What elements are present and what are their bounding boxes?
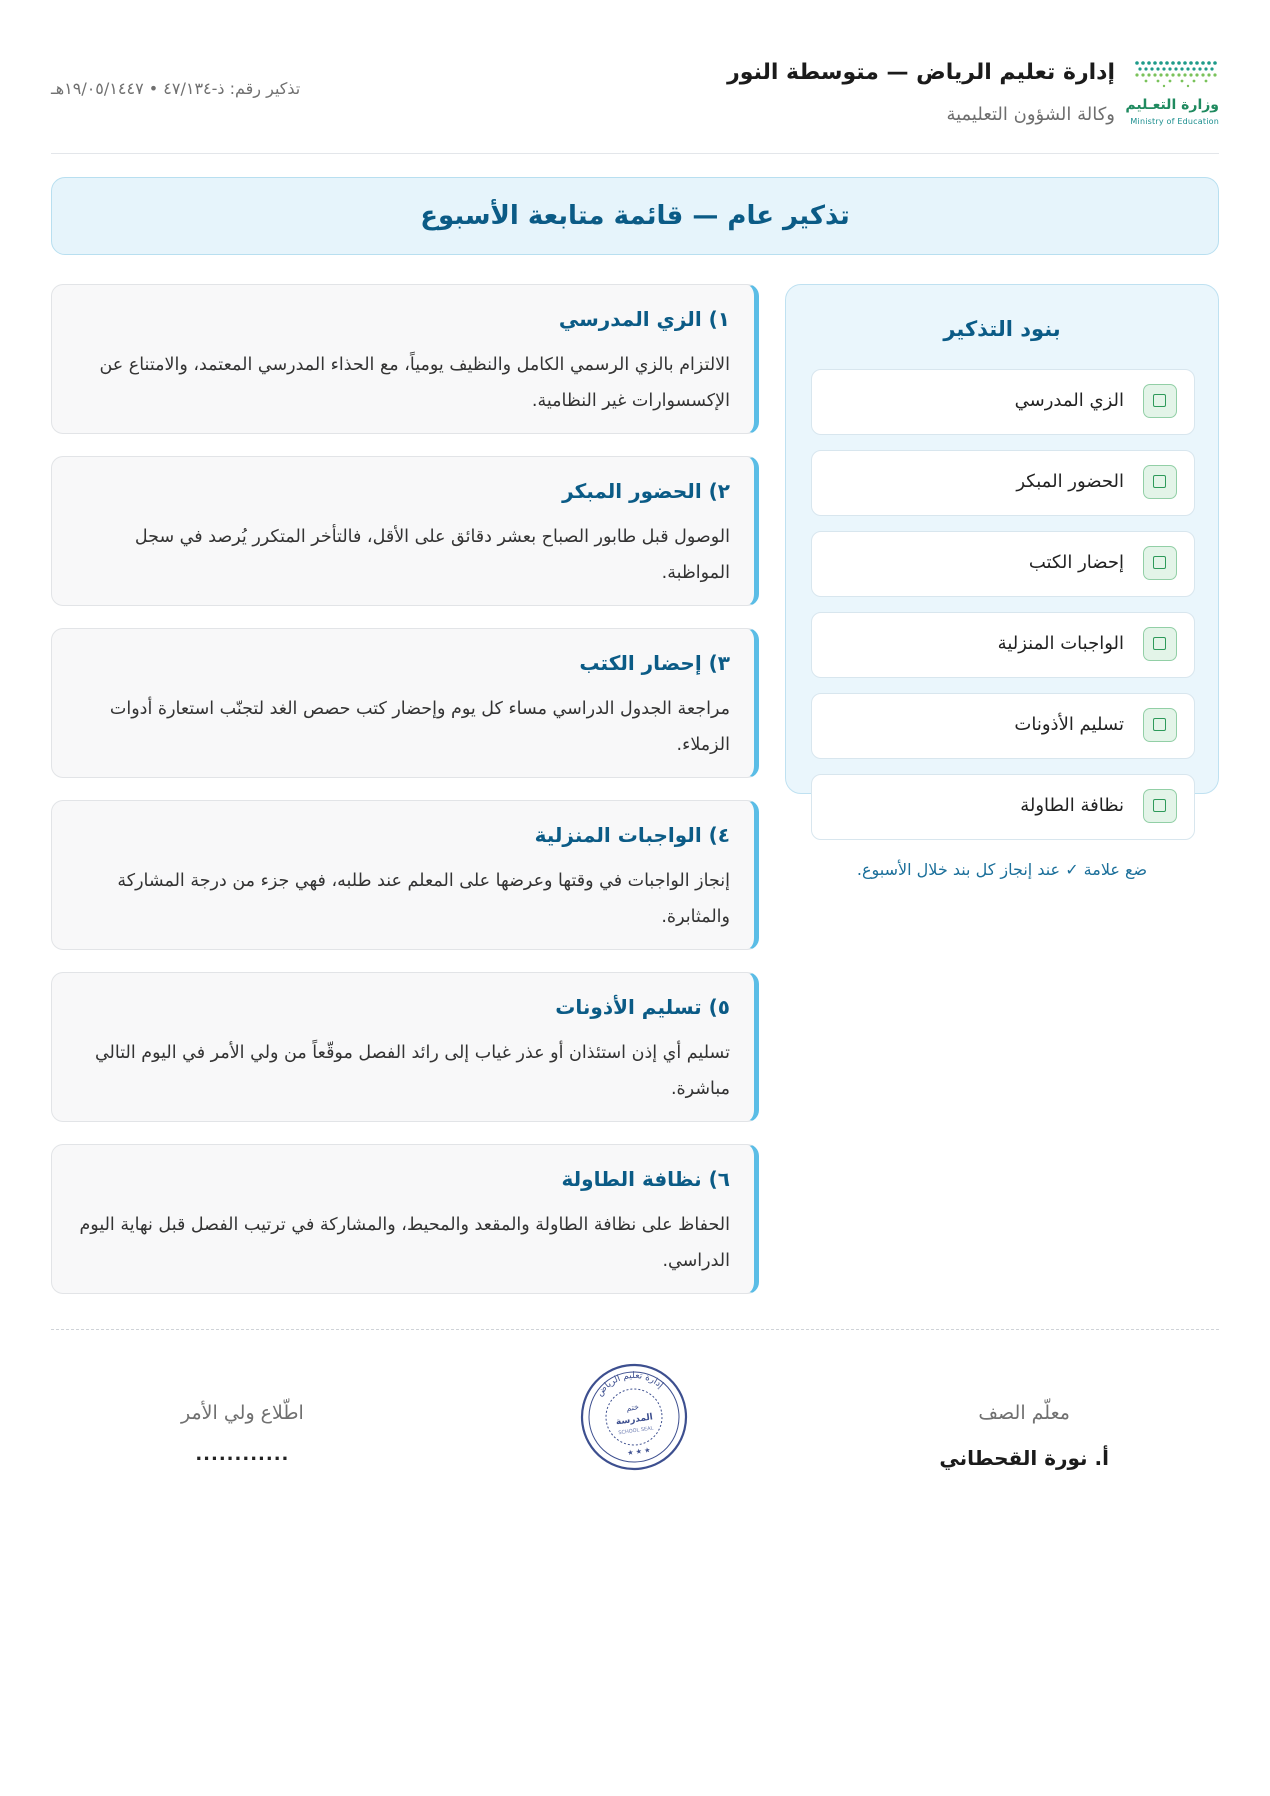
checklist-item-label: تسليم الأذونات: [1014, 714, 1124, 735]
guardian-signature-line[interactable]: ............: [195, 1444, 290, 1465]
card-text: تسليم أي إذن استئذان أو عذر غياب إلى رائد الفصل موقّعاً من ولي الأمر في اليوم التالي مباشرة.: [94, 1043, 730, 1099]
card-text: الوصول قبل طابور الصباح بعشر دقائق على الأقل، فالتأخر المتكرر يُرصد في سجل المواظبة.: [134, 527, 730, 583]
checklist-panel: [785, 284, 1219, 879]
ministry-name-arabic: وزارة التعـليم: [1125, 97, 1219, 113]
ministry-name-english: Ministry of Education: [1130, 117, 1219, 126]
stamp-ring-text: إدارة تعليم الرياض: [594, 1370, 666, 1399]
checkbox-icon[interactable]: [1143, 789, 1177, 823]
header-divider: [51, 153, 1219, 154]
document-title: تذكير عام — قائمة متابعة الأسبوع: [420, 201, 850, 231]
checklist-item[interactable]: [811, 531, 1195, 597]
teacher-label: معلّم الصف: [978, 1402, 1070, 1424]
reminder-document: [51, 0, 1219, 1796]
card-title: ٤) الواجبات المنزلية: [534, 823, 730, 847]
reminder-card: [51, 284, 759, 434]
card-text: الالتزام بالزي الرسمي الكامل والنظيف يومياً، مع الحذاء المدرسي المعتمد، والامتناع عن الإكسسوارات غير النظامية.: [99, 355, 730, 411]
footer-divider: [51, 1329, 1219, 1330]
checklist-item-label: الزي المدرسي: [1014, 390, 1124, 411]
guardian-signature-block: [181, 1402, 304, 1465]
reminder-card: [51, 628, 759, 778]
reminder-card: [51, 972, 759, 1122]
reminder-card: [51, 800, 759, 950]
stamp-center-line2: المدرسة: [615, 1412, 654, 1428]
stamp-center-line3: SCHOOL SEAL: [618, 1425, 654, 1437]
checkbox-icon[interactable]: [1143, 465, 1177, 499]
checklist-item-label: الحضور المبكر: [1016, 471, 1124, 492]
card-title: ٦) نظافة الطاولة: [561, 1167, 730, 1191]
reminder-card: [51, 1144, 759, 1294]
card-text: مراجعة الجدول الدراسي مساء كل يوم وإحضار كتب حصص الغد لتجنّب استعارة أدوات الزملاء.: [109, 699, 730, 755]
stamp-stars: ★ ★ ★: [626, 1446, 651, 1458]
checklist-item[interactable]: [811, 693, 1195, 759]
teacher-name: أ. نورة القحطاني: [939, 1446, 1109, 1470]
checkbox-icon[interactable]: [1143, 708, 1177, 742]
checklist-item-label: الواجبات المنزلية: [997, 633, 1124, 654]
teacher-signature-block: [939, 1402, 1109, 1470]
checklist-note-text: ضع علامة ✓ عند إنجاز كل بند خلال الأسبوع.: [856, 860, 1148, 879]
svg-text:إدارة تعليم الرياض: [593, 1366, 666, 1399]
checklist-item-label: نظافة الطاولة: [1020, 795, 1124, 816]
checklist-item[interactable]: [811, 612, 1195, 678]
checklist-item-label: إحضار الكتب: [1028, 552, 1124, 573]
checklist-item[interactable]: [811, 369, 1195, 435]
school-stamp-icon: [579, 1362, 689, 1472]
organization-title: إدارة تعليم الرياض — متوسطة النور: [727, 60, 1115, 85]
checkbox-icon[interactable]: [1143, 627, 1177, 661]
checkbox-icon[interactable]: [1143, 384, 1177, 418]
card-title: ١) الزي المدرسي: [558, 307, 730, 331]
card-text: الحفاظ على نظافة الطاولة والمقعد والمحيط، والمشاركة في ترتيب الفصل قبل نهاية اليوم الدراسي.: [79, 1215, 730, 1271]
checklist-item[interactable]: [811, 450, 1195, 516]
guardian-label: اطّلاع ولي الأمر: [181, 1402, 304, 1424]
document-header: [51, 55, 1219, 155]
checklist-item[interactable]: [811, 774, 1195, 840]
card-text: إنجاز الواجبات في وقتها وعرضها على المعلم عند طلبه، فهي جزء من درجة المشاركة والمثابرة.: [117, 871, 730, 927]
reference-number: تذكير رقم: ذ-٤٧/١٣٤ • ١٩/٠٥/١٤٤٧هـ: [51, 79, 301, 98]
reminder-card: [51, 456, 759, 606]
ministry-logo-icon: [1133, 59, 1219, 89]
ministry-logo: [1125, 59, 1219, 129]
checklist-title: بنود التذكير: [943, 317, 1061, 341]
checklist-note: [786, 860, 1218, 879]
card-title: ٣) إحضار الكتب: [579, 651, 730, 675]
title-banner: [51, 177, 1219, 255]
checkbox-icon[interactable]: [1143, 546, 1177, 580]
card-title: ٥) تسليم الأذونات: [555, 995, 730, 1019]
stamp-center-line1: ختم: [625, 1402, 640, 1413]
card-title: ٢) الحضور المبكر: [562, 479, 730, 503]
organization-subtitle: وكالة الشؤون التعليمية: [946, 104, 1115, 125]
